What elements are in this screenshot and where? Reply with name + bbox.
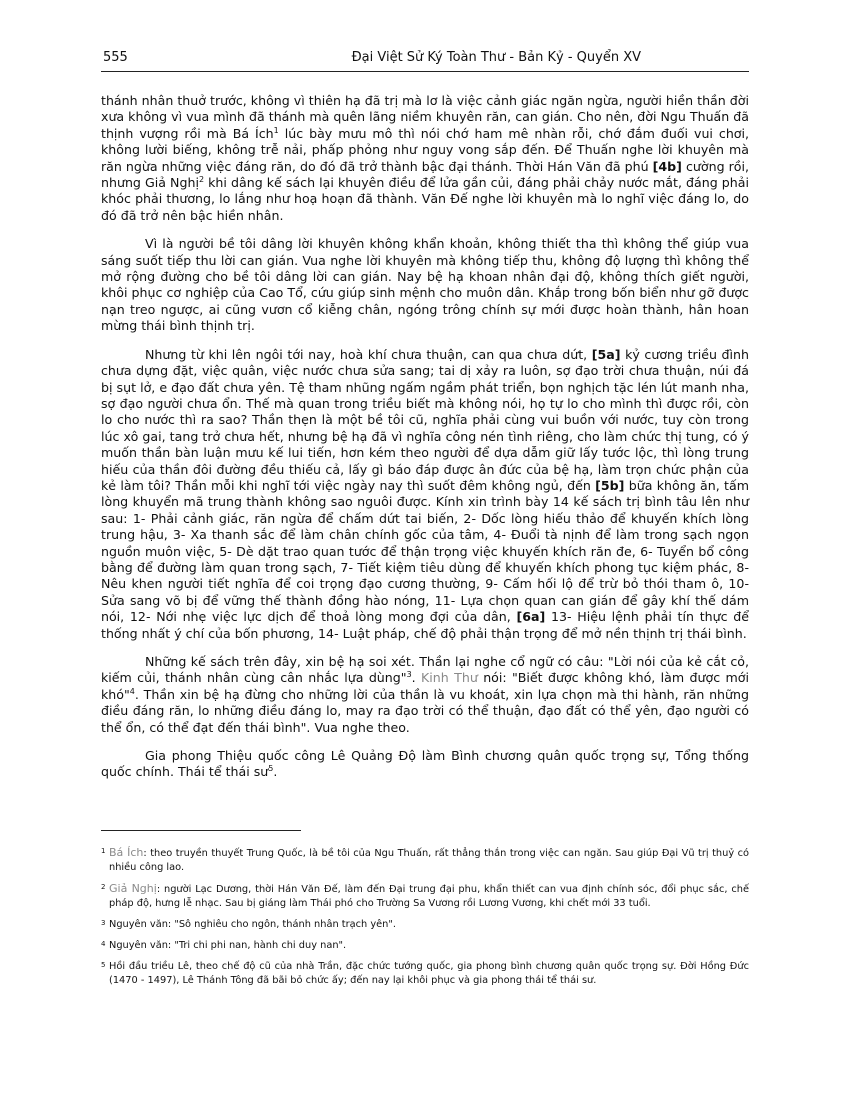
page-marker: [4b]	[652, 158, 682, 174]
footnote-ref-4[interactable]: 4	[129, 686, 135, 696]
footnote-text: Nguyên văn: "Sô nghiêu cho ngôn, thánh nhân trạch yên".	[109, 919, 397, 930]
paragraph-1	[101, 93, 749, 224]
text-run: Gia phong Thiệu quốc công Lê Quảng Độ làm Bình chương quân quốc trọng sự, Tổng thống quốc chính. Thái tể thái sư	[101, 748, 749, 780]
footnote-number: 1	[101, 847, 106, 855]
text-run: bữa không ăn, tấm lòng khuyển mã trung thành không sao nguôi được. Kính xin trình bày 14 kế sách trị bình tâu lên như sau: 1- Phải cảnh giác, răn ngừa để chấm dứt tai biến, 2- Dốc lòng hiếu thảo để khuyến khích lòng trung hậu, 3- Xa thanh sắc để làm chân chính gốc của tâm, 4- Đuổi tà nịnh để làm trong sạch ngọn nguồn muôn việc, 5- Dè dặt trao quan tước để thận trọng việc khuyến khích răn đe, 6- Tuyển bổ công bằng để đường làm quan trong sạch, 7- Tiết kiệm tiêu dùng để khuyến khích phong tục kiệm phác, 8- Nêu khen người tiết nghĩa để coi trọng đạo cương thường, 9- Cấm hối lộ để trừ bỏ thói tham ô, 10- Sửa sang võ bị để vững thế thành đồng hào nóng, 11- Lựa chọn quan can gián để gây khí thế dám nói, 12- Nới nhẹ việc lực dịch để thoả lòng mong đợi của dân,	[101, 477, 749, 625]
footnote-number: 2	[101, 883, 106, 891]
text-run: lúc bày mưu mô thì nói chớ ham mê nhàn rỗi, chớ đắm đuối vui chơi, không lười biếng, không trễ nải, phấp phỏng như nguy vong sắp đến. Để Thuấn nghe lời khuyên mà răn ngừa những việc đáng răn, do đó đã trở thành bậc đại thánh. Thời Hán Văn đã phú	[101, 125, 750, 174]
page-marker: [5a]	[591, 346, 621, 362]
header-rule	[101, 71, 749, 72]
footnote-ref-3[interactable]: 3	[406, 670, 412, 680]
paragraph-4	[101, 654, 749, 736]
footnote-body: : người Lạc Dương, thời Hán Văn Đế, làm đến Đại trung đại phu, khẩn thiết can vua định chính sóc, đổi phục sắc, chế pháp độ, hưng lễ nhạc. Sau bị giáng làm Thái phó cho Trường Sa Vương rồi Lương Vương, khi chết mới 33 tuổi.	[109, 884, 750, 909]
footnote-text	[109, 846, 749, 875]
footnote-term[interactable]: Bá Ích	[109, 846, 144, 859]
text-run: thánh nhân thuở trước, không vì thiên hạ đã trị mà lơ là việc cảnh giác ngăn ngừa, người hiền thần đời xưa không vì vua mình đã thánh mà quên lãng niềm khuyên răn, can gián. Cho nên, đời Ngu Thuấn đã thịnh vượng rồi mà Bá Ích	[101, 93, 749, 141]
page-header	[101, 50, 749, 68]
page-number: 555	[103, 50, 128, 65]
footnote-text: Nguyên văn: "Tri chi phi nan, hành chi duy nan".	[109, 940, 347, 951]
footnotes	[101, 846, 749, 995]
footnote	[101, 882, 749, 911]
text-run: cường rồi, nhưng Giả Nghị	[101, 158, 749, 191]
paragraph-5	[101, 748, 749, 781]
footnote	[101, 960, 749, 988]
paragraph-2: Vì là người bề tôi dâng lời khuyên không khẩn khoản, không thiết tha thì không thể giúp vua sáng suốt tiếp thu lời can gián. Vua nghe lời khuyên mà không tiếp thu, không độ lượng thì không thể mở rộng đường cho bề tôi dâng lời can gián. Nay bệ hạ khoan nhân đại độ, không thích giết người, khôi phục cơ nghiệp của Cao Tổ, cứu giúp sinh mệnh cho muôn dân. Khắp trong bốn biển như gỡ được nạn treo ngược, ai cũng vươn cổ kiễng chân, ngóng trông chính sự mới được hoàn thành, hân hoan mừng thái bình thịnh trị.	[101, 236, 749, 334]
footnote	[101, 939, 749, 953]
text-run: nói: "Biết được không khó, làm được mới khó"	[101, 670, 749, 702]
main-text	[101, 93, 749, 793]
text-run: Những kế sách trên đây, xin bệ hạ soi xét. Thần lại nghe cổ ngữ có câu: "Lời nói của kẻ cắt cỏ, kiếm củi, thánh nhân cùng cân nhắc lựa dùng"	[101, 654, 749, 686]
text-run: . Thần xin bệ hạ đừng cho những lời của thần là vu khoát, xin lựa chọn mà thi hành, răn những điều đáng răn, lo những điều đáng lo, may ra đạo trời có thể thuận, đạo đất có thể yên, đạo người có thể ổn, có thể đạt đến thái bình". Vua nghe theo.	[101, 686, 749, 735]
paragraph-3	[101, 347, 749, 642]
text-run: .	[273, 764, 278, 780]
footnote-ref-2[interactable]: 2	[198, 174, 205, 184]
footnote-text	[109, 882, 749, 911]
footnote-number: 4	[101, 940, 106, 948]
text-run: khi dâng kế sách lại khuyên điều để lửa gần củi, đáng phải chảy nước mắt, đáng phải khóc phải thương, lo lắng như hoạ hoạn đã thành. Văn Đế nghe lời khuyên mà lo nghĩ việc đáng lo, do đó đã trở nên bậc hiền nhân.	[101, 175, 749, 223]
text-run: Nhưng từ khi lên ngôi tới nay, hoà khí chưa thuận, can qua chưa dứt,	[145, 346, 592, 362]
footnote-term[interactable]: Giả Nghị	[109, 882, 157, 895]
footnote-text: Hồi đầu triều Lê, theo chế độ cũ của nhà Trần, đặc chức tướng quốc, gia phong bình chương quân quốc trọng sự. Đời Hồng Đức (1470 - 1497), Lê Thánh Tông đã bãi bỏ chức ấy; đến nay lại khôi phục và gia phong thái tể thái sư.	[109, 961, 749, 986]
page-marker: [5b]	[595, 477, 625, 493]
footnote	[101, 918, 749, 932]
text-run: 13- Hiệu lệnh phải tín thực để thống nhất ý chí của bốn phương, 14- Luật pháp, chế độ phải thận trọng để mở nền thịnh trị thái bình.	[101, 609, 749, 641]
footnote-separator	[101, 830, 301, 831]
footnote	[101, 846, 749, 875]
footnote-ref-1[interactable]: 1	[273, 125, 279, 135]
cross-reference-link[interactable]: Kinh Thư	[421, 670, 478, 686]
footnote-number: 5	[101, 961, 106, 969]
footnote-body: : theo truyền thuyết Trung Quốc, là bề tôi của Ngu Thuấn, rất thẳng thắn trong việc can ngăn. Sau giúp Đại Vũ trị thuỷ có nhiều công lao.	[109, 848, 749, 873]
page-marker: [6a]	[516, 609, 546, 625]
text-run: kỷ cương triều đình chưa dựng đặt, việc quân, việc nước chưa sửa sang; tai dị xảy ra luôn, sợ đạo trời chưa thuận, núi đá bị sụt lở, e đạo đất chưa yên. Tệ tham nhũng ngấm ngầm phát triển, bọn nghịch tặc lén lút manh nha, sợ đạo người chưa ổn. Thế mà quan trong triều biết mà không nói, họ tự lo cho mình thì được rồi, còn lo cho nước thì ra sao? Thần thẹn là một bề tôi cũ, nghĩa phải cùng vui buồn với nước, tuy còn trong lúc xô gai, tang trở chưa hết, nhưng bệ hạ đã vì nghĩa công nén tình riêng, cho làm chức thị tung, có ý muốn thần bàn luận mưu kế lui tiến, hơn kém theo người để dựa dẫm giữ lấy tước lộc, thì lòng trung hiếu của thần đôi đường đều thiếu cả, lấy gì báo đáp được ân đức của bệ hạ, làm trọn chức phận của kẻ làm tôi? Thần mỗi khi nghĩ tới việc ngày nay thì suốt đêm không ngủ, đến	[101, 346, 749, 493]
running-title: Đại Việt Sử Ký Toàn Thư - Bản Kỷ - Quyển XV	[351, 50, 641, 65]
footnote-ref-5[interactable]: 5	[268, 764, 274, 774]
footnote-number: 3	[101, 919, 106, 927]
text-run: .	[411, 670, 422, 686]
